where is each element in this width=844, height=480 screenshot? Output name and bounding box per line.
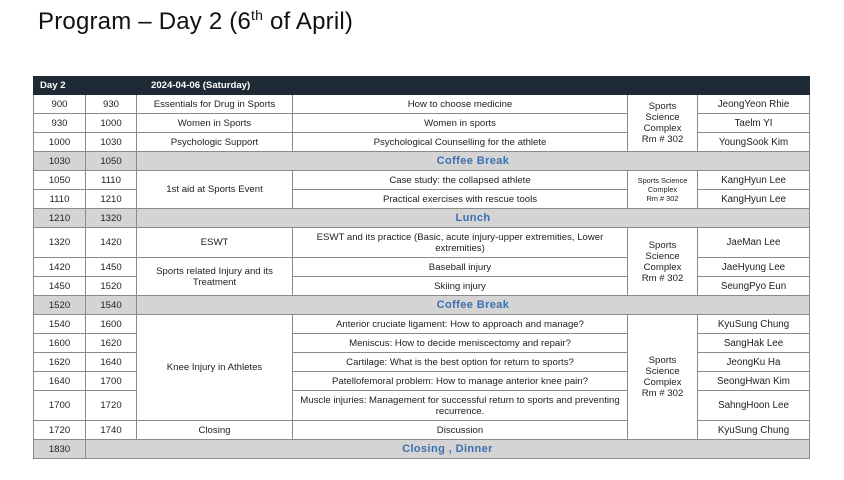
- venue-line: Complex: [643, 261, 682, 273]
- program-table: [33, 76, 810, 459]
- break-row: [34, 152, 810, 171]
- venue-line: Complex: [643, 123, 682, 134]
- table-row: [34, 95, 810, 114]
- topic: Meniscus: How to decide meniscectomy and repair?: [293, 334, 628, 353]
- session-title: Sports related Injury and its Treatment: [137, 258, 293, 296]
- end-time: 1720: [86, 391, 137, 421]
- start-time: 1210: [34, 209, 86, 228]
- venue-room: Rm # 302: [641, 134, 684, 145]
- speaker: SeongHwan Kim: [698, 372, 810, 391]
- break-label: Coffee Break: [137, 296, 810, 315]
- start-time: 900: [34, 95, 86, 114]
- topic: Psychological Counselling for the athlete: [293, 133, 628, 152]
- break-label: Coffee Break: [137, 152, 810, 171]
- break-row: [34, 440, 810, 459]
- page-title: [38, 8, 353, 36]
- end-time: 1620: [86, 334, 137, 353]
- table-header-row: [34, 77, 810, 95]
- end-time: 1000: [86, 114, 137, 133]
- speaker: KangHyun Lee: [698, 171, 810, 190]
- end-time: 1600: [86, 315, 137, 334]
- end-time: 1420: [86, 228, 137, 258]
- speaker: JaeMan Lee: [698, 228, 810, 258]
- start-time: 1830: [34, 440, 86, 459]
- end-time: 1450: [86, 258, 137, 277]
- start-time: 1450: [34, 277, 86, 296]
- start-time: 1520: [34, 296, 86, 315]
- session-title: ESWT: [137, 228, 293, 258]
- break-row: [34, 209, 810, 228]
- end-time: 1320: [86, 209, 137, 228]
- venue-line: Complex: [643, 377, 682, 388]
- start-time: 1110: [34, 190, 86, 209]
- start-time: 1620: [34, 353, 86, 372]
- venue: [628, 95, 698, 152]
- session-title: Psychologic Support: [137, 133, 293, 152]
- start-time: 1420: [34, 258, 86, 277]
- speaker: JeongKu Ha: [698, 353, 810, 372]
- venue-room: Rm # 302: [641, 272, 684, 284]
- speaker: JaeHyung Lee: [698, 258, 810, 277]
- session-title: Essentials for Drug in Sports: [137, 95, 293, 114]
- speaker: SangHak Lee: [698, 334, 810, 353]
- speaker: JeongYeon Rhie: [698, 95, 810, 114]
- start-time: 1000: [34, 133, 86, 152]
- session-title: 1st aid at Sports Event: [137, 171, 293, 209]
- venue-line: Science: [645, 250, 680, 262]
- end-time: 1540: [86, 296, 137, 315]
- venue-line: Sports: [648, 101, 677, 112]
- end-time: 1740: [86, 421, 137, 440]
- topic: Anterior cruciate ligament: How to approach and manage?: [293, 315, 628, 334]
- page-title-superscript: th: [251, 7, 264, 23]
- speaker: KangHyun Lee: [698, 190, 810, 209]
- end-time: 1520: [86, 277, 137, 296]
- venue: [628, 228, 698, 296]
- topic: Discussion: [293, 421, 628, 440]
- start-time: 1540: [34, 315, 86, 334]
- venue: [628, 171, 698, 209]
- start-time: 1640: [34, 372, 86, 391]
- table-row: [34, 228, 810, 258]
- header-day: Day 2: [34, 77, 86, 95]
- session-title: Closing: [137, 421, 293, 440]
- end-time: 1110: [86, 171, 137, 190]
- topic: Patellofemoral problem: How to manage anterior knee pain?: [293, 372, 628, 391]
- venue-line: Science: [645, 366, 680, 377]
- venue-line: Complex: [647, 185, 678, 194]
- start-time: 1600: [34, 334, 86, 353]
- topic: How to choose medicine: [293, 95, 628, 114]
- start-time: 930: [34, 114, 86, 133]
- venue-line: Sports: [648, 239, 677, 251]
- end-time: 1640: [86, 353, 137, 372]
- venue: [628, 315, 698, 440]
- session-title: Women in Sports: [137, 114, 293, 133]
- speaker: YoungSook Kim: [698, 133, 810, 152]
- venue-line: Sports: [648, 355, 677, 366]
- break-label: Lunch: [137, 209, 810, 228]
- topic: Baseball injury: [293, 258, 628, 277]
- end-time: 1030: [86, 133, 137, 152]
- end-time: 1210: [86, 190, 137, 209]
- venue-line: Science: [645, 112, 680, 123]
- speaker: KyuSung Chung: [698, 315, 810, 334]
- start-time: 1700: [34, 391, 86, 421]
- table-row: [34, 315, 810, 334]
- break-row: [34, 296, 810, 315]
- venue-room: Rm # 302: [641, 388, 684, 399]
- end-time: 1700: [86, 372, 137, 391]
- start-time: 1720: [34, 421, 86, 440]
- start-time: 1030: [34, 152, 86, 171]
- table-row: [34, 171, 810, 190]
- end-time: 930: [86, 95, 137, 114]
- speaker: SeungPyo Eun: [698, 277, 810, 296]
- session-title: Knee Injury in Athletes: [137, 315, 293, 421]
- speaker: Taelm YI: [698, 114, 810, 133]
- venue-line: Sports Science: [637, 176, 688, 185]
- venue-room: Rm # 302: [646, 194, 679, 203]
- break-label: Closing , Dinner: [86, 440, 810, 459]
- topic: ESWT and its practice (Basic, acute injury-upper extremities, Lower extremities): [293, 228, 628, 258]
- page-title-suffix: of April): [263, 8, 354, 35]
- speaker: SahngHoon Lee: [698, 391, 810, 421]
- header-date: 2024-04-06 (Saturday): [137, 77, 810, 95]
- speaker: KyuSung Chung: [698, 421, 810, 440]
- topic: Case study: the collapsed athlete: [293, 171, 628, 190]
- topic: Cartilage: What is the best option for return to sports?: [293, 353, 628, 372]
- topic: Muscle injuries: Management for successful return to sports and preventing recurrence.: [293, 391, 628, 421]
- header-blank: [86, 77, 137, 95]
- topic: Practical exercises with rescue tools: [293, 190, 628, 209]
- topic: Skiing injury: [293, 277, 628, 296]
- end-time: 1050: [86, 152, 137, 171]
- page-title-text: Program – Day 2 (6: [38, 8, 252, 35]
- start-time: 1050: [34, 171, 86, 190]
- start-time: 1320: [34, 228, 86, 258]
- topic: Women in sports: [293, 114, 628, 133]
